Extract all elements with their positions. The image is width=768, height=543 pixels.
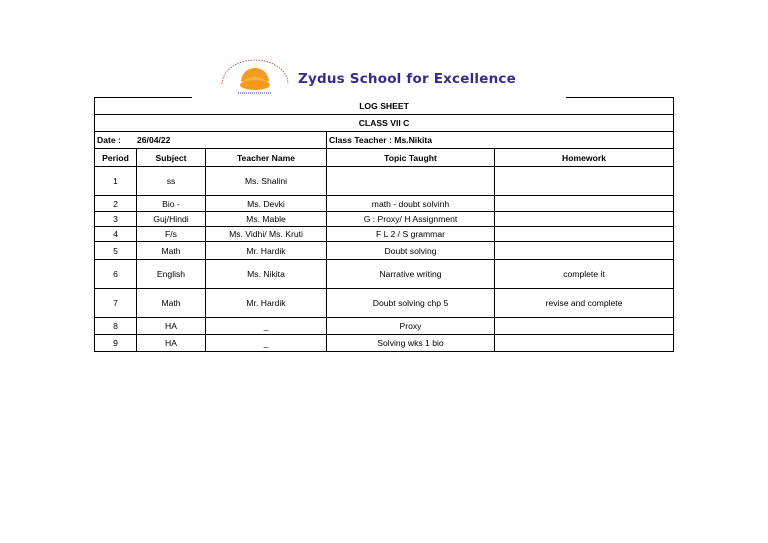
header-topic-taught: Topic Taught [327,149,495,167]
class-name: CLASS VII C [95,115,674,132]
date-cell [95,132,327,149]
period-cell: 8 [95,318,137,335]
teacher-cell: Mr. Hardik [206,289,327,318]
teacher-cell: Ms. Nikita [206,260,327,289]
teacher-cell: Ms. Devki [206,196,327,212]
topic-cell: Proxy [327,318,495,335]
topic-cell: G : Proxy/ H Assignment [327,212,495,227]
teacher-cell: _ [206,318,327,335]
period-cell: 3 [95,212,137,227]
class-teacher: Class Teacher : Ms.Nikita [329,135,433,145]
subject-cell: Guj/Hindi [137,212,206,227]
period-cell: 5 [95,242,137,260]
topic-cell: Narrative writing [327,260,495,289]
table-row [95,167,674,196]
table-row [95,335,674,352]
homework-cell [495,212,674,227]
sheet-title: LOG SHEET [95,98,674,115]
teacher-cell: Mr. Hardik [206,242,327,260]
subject-cell: Math [137,242,206,260]
topic-cell: F L 2 / S grammar [327,227,495,242]
topic-cell: Solving wks 1 bio [327,335,495,352]
subject-cell: Math [137,289,206,318]
header-subject: Subject [137,149,206,167]
subject-cell: ss [137,167,206,196]
table-row [95,289,674,318]
school-name: Zydus School for Excellence [298,71,516,87]
homework-cell [495,196,674,212]
table-row [95,212,674,227]
subject-cell: Bio - [137,196,206,212]
table-row [95,196,674,212]
topic-cell: Doubt solving [327,242,495,260]
date-value: 26/04/22 [137,135,171,145]
table-row [95,227,674,242]
teacher-cell: Ms. Mable [206,212,327,227]
period-cell: 2 [95,196,137,212]
table-row [95,260,674,289]
subject-cell: English [137,260,206,289]
subject-cell: HA [137,335,206,352]
homework-cell [495,227,674,242]
class-teacher-cell [327,132,674,149]
period-cell: 1 [95,167,137,196]
topic-cell: math - doubt solvinh [327,196,495,212]
header-homework: Homework [495,149,674,167]
header-period: Period [95,149,137,167]
homework-cell [495,167,674,196]
table-row [95,318,674,335]
period-cell: 9 [95,335,137,352]
period-cell: 4 [95,227,137,242]
date-label: Date : [97,135,121,145]
period-cell: 7 [95,289,137,318]
topic-cell: Doubt solving chp 5 [327,289,495,318]
homework-cell [495,242,674,260]
teacher-cell: Ms. Shalini [206,167,327,196]
school-logo-icon [214,56,296,96]
homework-cell [495,335,674,352]
homework-cell: revise and complete [495,289,674,318]
teacher-cell: _ [206,335,327,352]
homework-cell: complete it [495,260,674,289]
topic-cell [327,167,495,196]
subject-cell: F/s [137,227,206,242]
school-header [192,54,566,100]
log-sheet-table [94,97,674,352]
teacher-cell: Ms. Vidhi/ Ms. Kruti [206,227,327,242]
header-teacher-name: Teacher Name [206,149,327,167]
subject-cell: HA [137,318,206,335]
period-cell: 6 [95,260,137,289]
table-row [95,242,674,260]
homework-cell [495,318,674,335]
